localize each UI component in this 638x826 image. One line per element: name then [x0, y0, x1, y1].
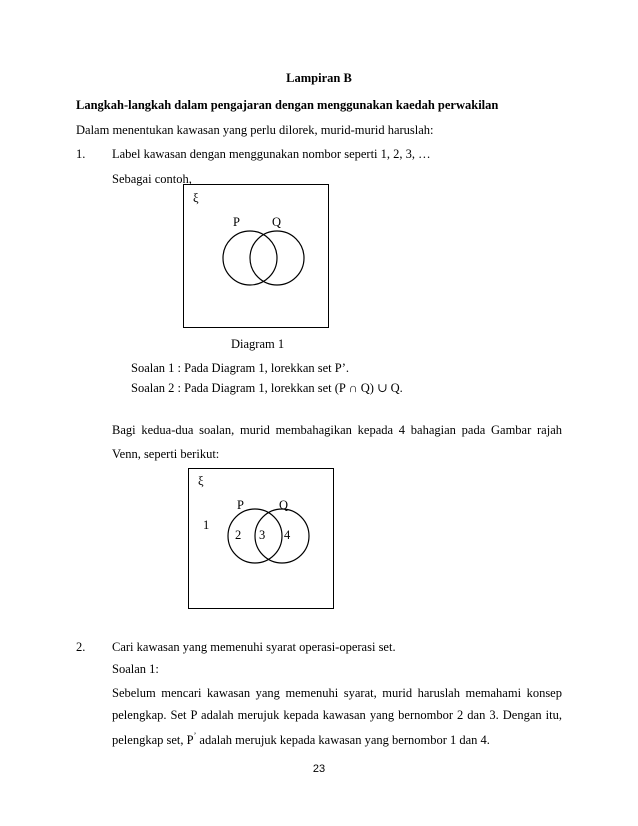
set-q-label-1: Q — [272, 215, 282, 229]
page-number: 23 — [312, 763, 326, 775]
region-2-label: 2 — [235, 528, 242, 542]
universal-set-label-2: ξ — [198, 474, 204, 488]
question-2: Soalan 2 : Pada Diagram 1, lorekkan set (P ∩ Q) ∪ Q. — [131, 381, 403, 395]
region-4-label: 4 — [284, 528, 291, 542]
page-heading: Lampiran B — [286, 71, 352, 85]
step2-para-line-3b: adalah merujuk kepada kawasan yang bernombor 1 dan 4. — [196, 733, 490, 747]
region-3-label: 3 — [259, 528, 266, 542]
step2-para-line-3 — [112, 731, 490, 748]
step2-para-line-1: Sebelum mencari kawasan yang memenuhi syarat, murid haruslah memahami konsep — [112, 686, 562, 700]
step2-para-line-3a: pelengkap set, P — [112, 733, 194, 747]
venn-circles-1 — [184, 185, 330, 329]
paragraph-line-2: Venn, seperti berikut: — [112, 447, 220, 461]
set-q-label-2: Q — [279, 498, 289, 512]
step1-number: 1. — [76, 147, 86, 161]
complement-prime: ’ — [193, 731, 197, 740]
set-p-label-1: P — [233, 215, 240, 229]
step2-number: 2. — [76, 640, 86, 654]
subheading: Langkah-langkah dalam pengajaran dengan menggunakan kaedah perwakilan — [76, 98, 499, 112]
region-1-label: 1 — [203, 518, 210, 532]
step2-text: Cari kawasan yang memenuhi syarat operasi-operasi set. — [112, 640, 396, 654]
venn-diagram-2 — [188, 468, 334, 609]
step1-example: Sebagai contoh, — [112, 172, 192, 186]
question-1: Soalan 1 : Pada Diagram 1, lorekkan set P’. — [131, 361, 350, 375]
soalan-1-heading: Soalan 1: — [112, 662, 159, 676]
diagram1-caption: Diagram 1 — [231, 337, 285, 351]
set-p-label-2: P — [237, 498, 244, 512]
step2-para-line-2: pelengkap. Set P adalah merujuk kepada kawasan yang bernombor 2 dan 3. Dengan itu, — [112, 708, 562, 722]
universal-set-label-1: ξ — [193, 191, 199, 205]
step1-text: Label kawasan dengan menggunakan nombor seperti 1, 2, 3, … — [112, 147, 431, 161]
paragraph-line-1: Bagi kedua-dua soalan, murid membahagikan kepada 4 bahagian pada Gambar rajah — [112, 423, 562, 437]
venn-diagram-1 — [183, 184, 329, 328]
intro-text: Dalam menentukan kawasan yang perlu dilorek, murid-murid haruslah: — [76, 123, 434, 137]
